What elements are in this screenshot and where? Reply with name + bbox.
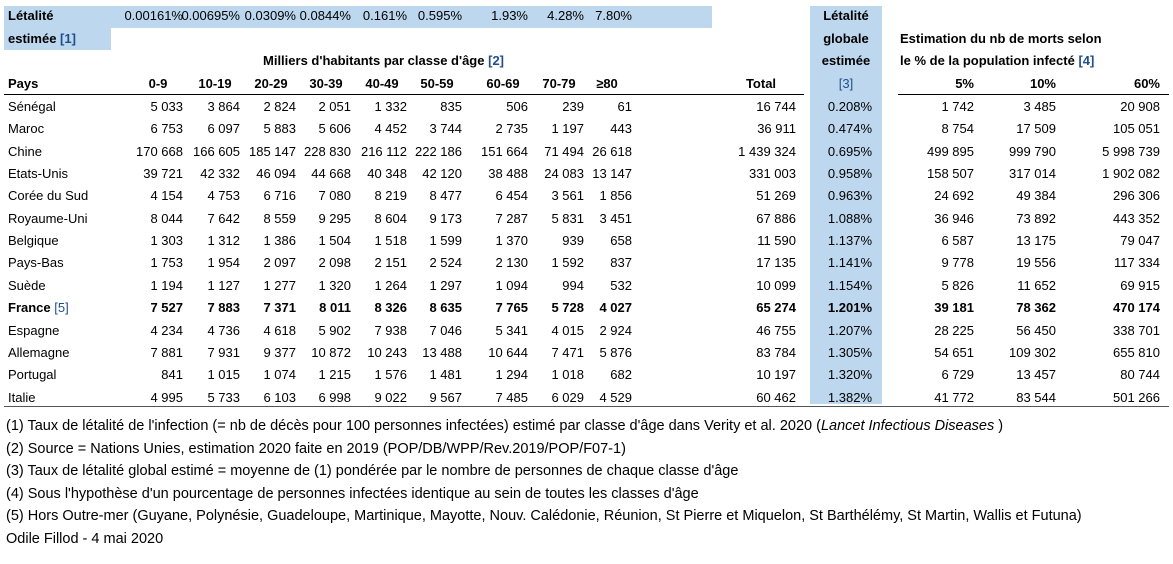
deaths-cell: 158 507 bbox=[927, 166, 974, 182]
pop-cell: 9 173 bbox=[429, 210, 462, 226]
total-cell: 65 274 bbox=[756, 300, 796, 316]
pop-cell: 2 824 bbox=[263, 99, 296, 114]
pop-cell: 5 876 bbox=[599, 344, 632, 360]
note-1 bbox=[6, 415, 1082, 438]
lethality-label-line1: Létalité bbox=[8, 8, 54, 23]
pop-cell: 46 094 bbox=[256, 166, 296, 182]
pop-cell: 7 485 bbox=[495, 389, 528, 405]
col-header-age-1: 10-19 bbox=[198, 76, 232, 91]
row-country bbox=[8, 364, 56, 386]
global-lethality-ref: [3] bbox=[838, 76, 854, 91]
col-header-age-2: 20-29 bbox=[254, 76, 288, 91]
pop-cell: 5 033 bbox=[150, 99, 183, 114]
pop-cell: 1 018 bbox=[551, 367, 584, 383]
pop-cell: 2 051 bbox=[318, 99, 351, 114]
col-header-total: Total bbox=[745, 76, 777, 91]
pop-cell: 44 668 bbox=[311, 166, 351, 182]
lethality-label-text: estimée bbox=[8, 31, 57, 46]
pop-cell: 4 154 bbox=[150, 188, 183, 204]
pop-cell: 5 728 bbox=[551, 300, 584, 316]
pop-cell: 5 341 bbox=[495, 322, 528, 338]
total-cell: 11 590 bbox=[757, 233, 796, 249]
col-header-age-6: 60-69 bbox=[486, 76, 520, 91]
country-ref: [5] bbox=[54, 300, 69, 316]
pop-cell: 8 604 bbox=[374, 210, 407, 226]
lethality-age-5: 0.595% bbox=[417, 8, 462, 23]
deaths-cell: 13 457 bbox=[1016, 367, 1056, 383]
pop-cell: 216 112 bbox=[360, 143, 407, 159]
notes bbox=[6, 415, 1082, 550]
pop-cell: 1 297 bbox=[429, 277, 462, 293]
lethality-cell: 1.141% bbox=[827, 255, 872, 271]
lethality-age-3: 0.0844% bbox=[299, 8, 351, 23]
pop-cell: 1 127 bbox=[207, 277, 240, 293]
pop-cell: 9 295 bbox=[318, 210, 351, 226]
deaths-cell: 36 946 bbox=[934, 210, 974, 226]
population-header bbox=[263, 53, 504, 68]
total-cell: 60 462 bbox=[756, 389, 796, 405]
deaths-cell: 6 587 bbox=[941, 233, 974, 249]
pop-cell: 1 312 bbox=[207, 233, 240, 249]
country-name: Etats-Unis bbox=[8, 166, 68, 182]
pop-cell: 13 147 bbox=[592, 166, 632, 182]
pop-cell: 7 765 bbox=[495, 300, 528, 316]
pop-cell: 5 883 bbox=[263, 121, 296, 137]
deaths-cell: 39 181 bbox=[934, 300, 974, 316]
row-country bbox=[8, 163, 68, 185]
pop-cell: 40 348 bbox=[367, 166, 407, 182]
pop-cell: 42 332 bbox=[200, 166, 240, 182]
total-cell: 83 784 bbox=[756, 344, 796, 360]
pop-cell: 443 bbox=[610, 121, 632, 137]
country-name: Suède bbox=[8, 277, 46, 293]
pop-cell: 166 605 bbox=[193, 143, 240, 159]
pop-cell: 7 527 bbox=[150, 300, 183, 316]
population-ref: [2] bbox=[488, 53, 504, 68]
pop-cell: 8 559 bbox=[263, 210, 296, 226]
lethality-age-0: 0.00161% bbox=[124, 8, 183, 23]
pop-cell: 1 277 bbox=[263, 277, 296, 293]
row-country bbox=[8, 141, 42, 163]
country-name: Corée du Sud bbox=[8, 188, 89, 204]
lethality-cell: 1.305% bbox=[827, 344, 872, 360]
deaths-cell: 1 742 bbox=[941, 99, 974, 114]
pop-cell: 7 881 bbox=[150, 344, 183, 360]
pop-cell: 7 471 bbox=[551, 344, 584, 360]
deaths-cell: 73 892 bbox=[1016, 210, 1056, 226]
pop-cell: 5 606 bbox=[318, 121, 351, 137]
col-header-pct-2: 60% bbox=[1133, 76, 1160, 91]
deaths-cell: 3 485 bbox=[1023, 99, 1056, 114]
pop-cell: 2 098 bbox=[318, 255, 351, 271]
pop-cell: 7 931 bbox=[207, 344, 240, 360]
estimation-header-text: le % de la population infecté bbox=[900, 53, 1075, 68]
country-name: Italie bbox=[8, 389, 36, 405]
deaths-cell: 999 790 bbox=[1009, 143, 1056, 159]
lethality-cell: 1.154% bbox=[827, 277, 872, 293]
deaths-cell: 109 302 bbox=[1009, 344, 1056, 360]
deaths-cell: 105 051 bbox=[1113, 121, 1160, 137]
lethality-label-line2 bbox=[8, 31, 76, 46]
pop-cell: 6 454 bbox=[495, 188, 528, 204]
estimation-header-line1: Estimation du nb de morts selon bbox=[900, 31, 1102, 46]
row-country bbox=[8, 230, 59, 252]
pop-cell: 4 618 bbox=[263, 322, 296, 338]
deaths-cell: 19 556 bbox=[1016, 255, 1056, 271]
pop-cell: 2 524 bbox=[429, 255, 462, 271]
deaths-cell: 79 047 bbox=[1120, 233, 1160, 249]
pop-cell: 837 bbox=[610, 255, 632, 271]
lethality-cell: 1.137% bbox=[827, 233, 872, 249]
pop-cell: 222 186 bbox=[415, 143, 462, 159]
pop-cell: 4 015 bbox=[551, 322, 584, 338]
pop-cell: 10 872 bbox=[311, 344, 351, 360]
deaths-cell: 78 362 bbox=[1016, 300, 1056, 316]
deaths-cell: 338 701 bbox=[1113, 322, 1160, 338]
deaths-cell: 17 509 bbox=[1016, 121, 1056, 137]
deaths-cell: 69 915 bbox=[1120, 277, 1160, 293]
pop-cell: 3 561 bbox=[551, 188, 584, 204]
deaths-cell: 655 810 bbox=[1113, 344, 1160, 360]
pop-cell: 1 576 bbox=[374, 367, 407, 383]
row-country bbox=[8, 185, 88, 207]
lethality-age-4: 0.161% bbox=[362, 8, 407, 23]
total-cell: 36 911 bbox=[757, 121, 796, 137]
pop-cell: 10 644 bbox=[488, 344, 528, 360]
header-underline-left bbox=[4, 94, 804, 95]
deaths-cell: 499 895 bbox=[927, 143, 974, 159]
pop-cell: 8 219 bbox=[374, 188, 407, 204]
row-country bbox=[8, 252, 64, 274]
pop-cell: 4 736 bbox=[207, 322, 240, 338]
total-cell: 1 439 324 bbox=[738, 143, 796, 159]
pop-cell: 24 083 bbox=[544, 166, 584, 182]
pop-cell: 6 103 bbox=[263, 389, 296, 405]
total-cell: 16 744 bbox=[756, 99, 796, 114]
deaths-cell: 13 175 bbox=[1016, 233, 1056, 249]
country-name: France bbox=[8, 300, 51, 316]
lethality-cell: 0.474% bbox=[827, 121, 872, 137]
pop-cell: 7 883 bbox=[207, 300, 240, 316]
pop-cell: 4 529 bbox=[599, 389, 632, 405]
lethality-age-8: 7.80% bbox=[595, 8, 632, 23]
pop-cell: 1 592 bbox=[551, 255, 584, 271]
pop-cell: 1 264 bbox=[374, 277, 407, 293]
total-cell: 17 135 bbox=[756, 255, 796, 271]
pop-cell: 8 635 bbox=[429, 300, 462, 316]
row-country bbox=[8, 208, 87, 230]
country-name: Chine bbox=[8, 143, 42, 159]
col-header-age-4: 40-49 bbox=[365, 76, 399, 91]
pop-cell: 42 120 bbox=[422, 166, 462, 182]
note-2: (2) Source = Nations Unies, estimation 2020 faite en 2019 (POP/DB/WPP/Rev.2019/POP/F07-1) bbox=[6, 440, 626, 457]
total-cell: 51 269 bbox=[756, 188, 796, 204]
pop-cell: 7 287 bbox=[495, 210, 528, 226]
pop-cell: 71 494 bbox=[544, 143, 584, 159]
col-header-age-0: 0-9 bbox=[148, 76, 168, 91]
global-lethality-h2: globale bbox=[823, 31, 869, 46]
global-lethality-h3: estimée bbox=[821, 53, 871, 68]
pop-cell: 7 046 bbox=[429, 322, 462, 338]
pop-cell: 5 902 bbox=[318, 322, 351, 338]
pop-cell: 26 618 bbox=[592, 143, 632, 159]
total-cell: 46 755 bbox=[756, 322, 796, 338]
pop-cell: 6 029 bbox=[551, 389, 584, 405]
pop-cell: 4 234 bbox=[150, 322, 183, 338]
pop-cell: 1 197 bbox=[551, 121, 584, 137]
pop-cell: 3 451 bbox=[599, 210, 632, 226]
deaths-cell: 443 352 bbox=[1113, 210, 1160, 226]
pop-cell: 2 735 bbox=[495, 121, 528, 137]
pop-cell: 1 015 bbox=[207, 367, 240, 383]
deaths-cell: 56 450 bbox=[1016, 322, 1056, 338]
header-underline-right bbox=[898, 94, 1169, 95]
pop-cell: 4 995 bbox=[150, 389, 183, 405]
lethality-age-7: 4.28% bbox=[547, 8, 584, 23]
col-header-age-5: 50-59 bbox=[420, 76, 454, 91]
pop-cell: 1 074 bbox=[263, 367, 296, 383]
row-country bbox=[8, 118, 44, 140]
pop-cell: 6 998 bbox=[318, 389, 351, 405]
pop-cell: 1 320 bbox=[318, 277, 351, 293]
estimation-header-line2 bbox=[900, 53, 1094, 68]
pop-cell: 1 504 bbox=[318, 233, 351, 249]
lethality-cell: 0.695% bbox=[827, 143, 872, 159]
deaths-cell: 6 729 bbox=[941, 367, 974, 383]
col-header-age-3: 30-39 bbox=[309, 76, 343, 91]
pop-cell: 38 488 bbox=[488, 166, 528, 182]
deaths-cell: 317 014 bbox=[1009, 166, 1056, 182]
deaths-cell: 49 384 bbox=[1016, 188, 1056, 204]
pop-cell: 1 332 bbox=[374, 99, 407, 114]
pop-cell: 4 452 bbox=[374, 121, 407, 137]
pop-cell: 5 733 bbox=[207, 389, 240, 405]
col-header-pct-1: 10% bbox=[1029, 76, 1056, 91]
pop-cell: 4 027 bbox=[599, 300, 632, 316]
pop-cell: 5 831 bbox=[551, 210, 584, 226]
estimation-ref: [4] bbox=[1078, 53, 1095, 68]
author: Odile Fillod - 4 mai 2020 bbox=[6, 530, 164, 547]
deaths-cell: 470 174 bbox=[1113, 300, 1160, 316]
country-name: Pays-Bas bbox=[8, 255, 64, 271]
total-cell: 10 099 bbox=[756, 277, 796, 293]
pop-cell: 682 bbox=[610, 367, 632, 383]
col-header-age-7: 70-79 bbox=[542, 76, 576, 91]
pop-cell: 7 371 bbox=[263, 300, 296, 316]
pop-cell: 151 664 bbox=[481, 143, 528, 159]
row-country bbox=[8, 96, 56, 118]
deaths-cell: 28 225 bbox=[934, 322, 974, 338]
deaths-cell: 54 651 bbox=[934, 344, 974, 360]
pop-cell: 7 642 bbox=[207, 210, 240, 226]
pop-cell: 39 721 bbox=[143, 166, 183, 182]
col-header-pays: Pays bbox=[8, 76, 39, 91]
deaths-cell: 11 652 bbox=[1017, 277, 1056, 293]
deaths-cell: 501 266 bbox=[1113, 389, 1160, 405]
pop-cell: 4 753 bbox=[207, 188, 240, 204]
row-country bbox=[8, 320, 59, 342]
country-name: Portugal bbox=[8, 367, 57, 383]
deaths-cell: 9 778 bbox=[941, 255, 974, 271]
pop-cell: 939 bbox=[562, 233, 584, 249]
global-lethality-h1: Létalité bbox=[823, 8, 869, 23]
deaths-cell: 80 744 bbox=[1120, 367, 1160, 383]
lethality-cell: 0.963% bbox=[827, 188, 872, 204]
pop-cell: 7 080 bbox=[318, 188, 351, 204]
deaths-cell: 8 754 bbox=[941, 121, 974, 137]
pop-cell: 658 bbox=[610, 233, 632, 249]
pop-cell: 1 370 bbox=[495, 233, 528, 249]
lethality-cell: 1.320% bbox=[827, 367, 872, 383]
country-name: Allemagne bbox=[8, 344, 70, 360]
lethality-cell: 1.201% bbox=[827, 300, 872, 316]
pop-cell: 1 303 bbox=[150, 233, 183, 249]
note-1-text: (1) Taux de létalité de l'infection (= nb de décès pour 100 personnes infectées) estimé par classe d'âge dans Verity et al. 2020 ( bbox=[6, 418, 821, 434]
note-3: (3) Taux de létalité global estimé = moyenne de (1) pondérée par le nombre de personnes de chaque classe d'âge bbox=[6, 463, 739, 479]
pop-cell: 61 bbox=[617, 99, 632, 114]
lethality-cell: 1.207% bbox=[827, 322, 872, 338]
pop-cell: 10 243 bbox=[367, 344, 407, 360]
pop-cell: 1 753 bbox=[150, 255, 183, 271]
pop-cell: 8 477 bbox=[429, 188, 462, 204]
pop-cell: 8 326 bbox=[374, 300, 407, 316]
pop-cell: 2 130 bbox=[495, 255, 528, 271]
pop-cell: 1 599 bbox=[429, 233, 462, 249]
pop-cell: 13 488 bbox=[422, 344, 462, 360]
pop-cell: 1 194 bbox=[150, 277, 183, 293]
pop-cell: 1 094 bbox=[495, 277, 528, 293]
lethality-cell: 1.088% bbox=[827, 210, 872, 226]
pop-cell: 1 386 bbox=[263, 233, 296, 249]
table-bottom-rule bbox=[4, 406, 1169, 407]
deaths-cell: 5 998 739 bbox=[1102, 143, 1160, 159]
deaths-cell: 117 334 bbox=[1113, 255, 1160, 271]
pop-cell: 6 753 bbox=[150, 121, 183, 137]
country-name: Sénégal bbox=[8, 99, 56, 114]
pop-cell: 185 147 bbox=[249, 143, 296, 159]
pop-cell: 3 864 bbox=[207, 99, 240, 114]
deaths-cell: 296 306 bbox=[1113, 188, 1160, 204]
deaths-cell: 24 692 bbox=[934, 188, 974, 204]
lethality-age-2: 0.0309% bbox=[244, 8, 296, 23]
country-name: Royaume-Uni bbox=[8, 210, 88, 226]
deaths-cell: 20 908 bbox=[1120, 99, 1160, 114]
note-5: (5) Hors Outre-mer (Guyane, Polynésie, Guadeloupe, Martinique, Mayotte, Nouv. Calédonie, Réunion, St Pierre et Miquelon, St Barthélémy, St Martin, Wallis et Futuna) bbox=[6, 508, 1082, 524]
pop-cell: 9 022 bbox=[374, 389, 407, 405]
country-name: Belgique bbox=[8, 233, 59, 249]
pop-cell: 2 097 bbox=[263, 255, 296, 271]
lethality-cell: 0.208% bbox=[827, 99, 872, 114]
population-header-text: Milliers d'habitants par classe d'âge bbox=[263, 53, 485, 68]
pop-cell: 6 716 bbox=[263, 188, 296, 204]
deaths-cell: 5 826 bbox=[941, 277, 974, 293]
note-1-tail: ) bbox=[994, 418, 1004, 434]
row-country bbox=[8, 297, 69, 319]
col-header-pct-0: 5% bbox=[955, 76, 974, 91]
pop-cell: 835 bbox=[440, 99, 462, 114]
pop-cell: 994 bbox=[562, 277, 584, 293]
pop-cell: 239 bbox=[562, 99, 584, 114]
total-cell: 67 886 bbox=[756, 210, 796, 226]
col-header-age-8: ≥80 bbox=[596, 76, 618, 91]
row-country bbox=[8, 275, 46, 297]
pop-cell: 1 481 bbox=[429, 367, 462, 383]
total-cell: 10 197 bbox=[756, 367, 796, 383]
pop-cell: 170 668 bbox=[136, 143, 183, 159]
country-name: Maroc bbox=[8, 121, 45, 137]
total-cell: 331 003 bbox=[749, 166, 796, 182]
pop-cell: 841 bbox=[161, 367, 183, 383]
lethality-age-6: 1.93% bbox=[491, 8, 528, 23]
pop-cell: 1 294 bbox=[495, 367, 528, 383]
pop-cell: 6 097 bbox=[207, 121, 240, 137]
pop-cell: 1 954 bbox=[207, 255, 240, 271]
pop-cell: 9 567 bbox=[429, 389, 462, 405]
pop-cell: 1 215 bbox=[318, 367, 351, 383]
pop-cell: 8 011 bbox=[319, 300, 351, 316]
deaths-cell: 41 772 bbox=[934, 389, 974, 405]
pop-cell: 7 938 bbox=[374, 322, 407, 338]
pop-cell: 3 744 bbox=[429, 121, 462, 137]
pop-cell: 2 151 bbox=[374, 255, 407, 271]
pop-cell: 532 bbox=[610, 277, 632, 293]
note-1-italic: Lancet Infectious Diseases bbox=[820, 418, 995, 434]
pop-cell: 1 518 bbox=[374, 233, 407, 249]
pop-cell: 2 924 bbox=[599, 322, 632, 338]
note-4: (4) Sous l'hypothèse d'un pourcentage de personnes infectées identique au sein de toutes les classes d'âge bbox=[6, 485, 699, 502]
lethality-cell: 1.382% bbox=[827, 389, 872, 405]
lethality-cell: 0.958% bbox=[827, 166, 872, 182]
row-country bbox=[8, 342, 69, 364]
pop-cell: 228 830 bbox=[304, 143, 351, 159]
lethality-age-1: 0.00695% bbox=[181, 8, 240, 23]
pop-cell: 506 bbox=[506, 99, 528, 114]
deaths-cell: 1 902 082 bbox=[1102, 166, 1160, 182]
country-name: Espagne bbox=[8, 322, 60, 338]
pop-cell: 9 377 bbox=[263, 344, 296, 360]
pop-cell: 1 856 bbox=[599, 188, 632, 204]
pop-cell: 8 044 bbox=[150, 210, 183, 226]
deaths-cell: 83 544 bbox=[1016, 389, 1056, 405]
lethality-ref: [1] bbox=[60, 31, 76, 46]
